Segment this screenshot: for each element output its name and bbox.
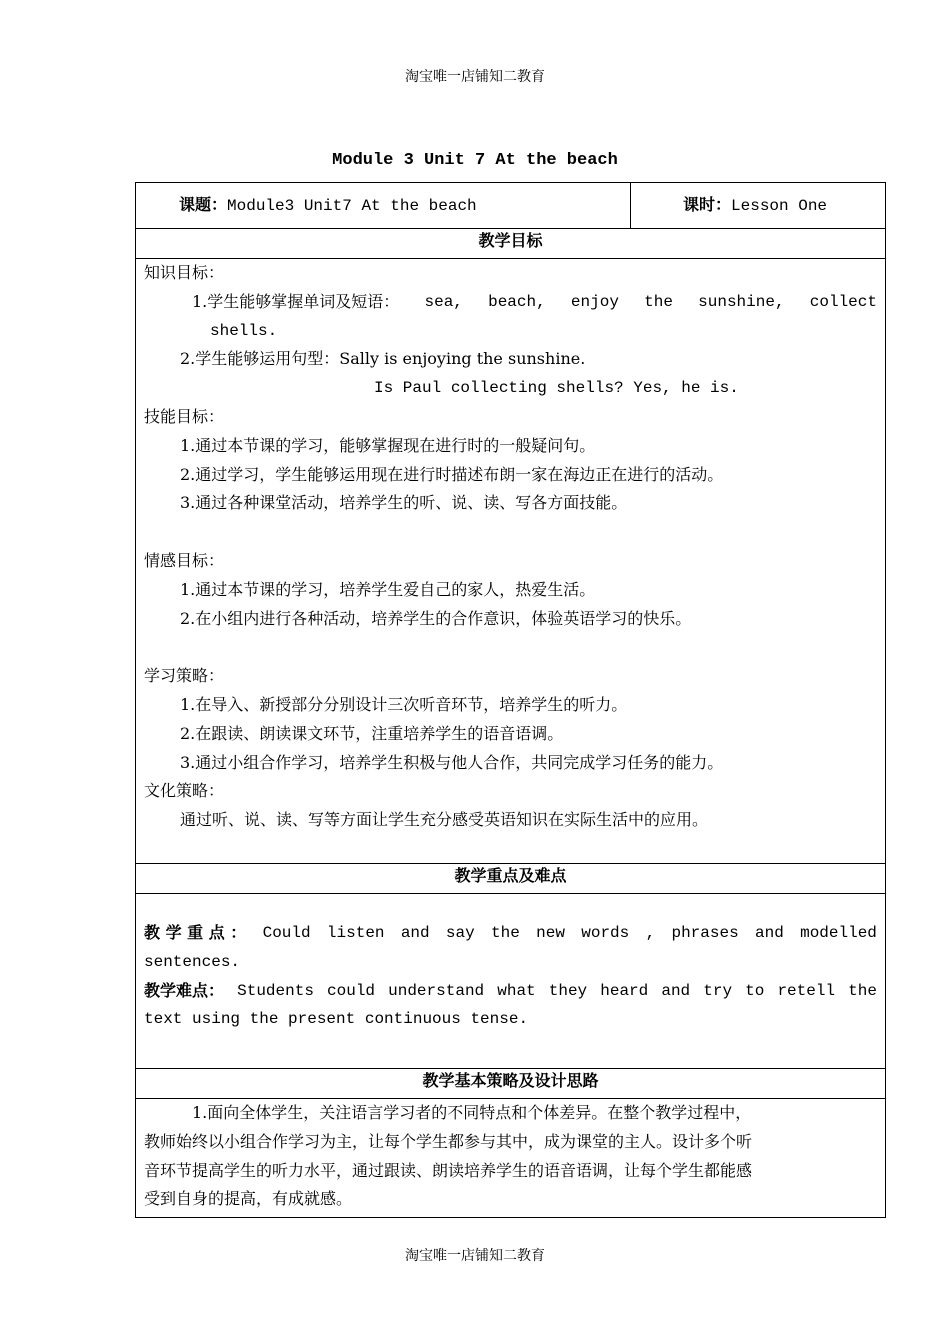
knowledge-label: 知识目标： bbox=[144, 263, 225, 282]
period-label: 课时： bbox=[683, 195, 732, 214]
strategy-item-1: 1.在导入、新授部分分别设计三次听音环节，培养学生的听力。 bbox=[180, 694, 628, 714]
topic-value: Module3 Unit7 At the beach bbox=[227, 197, 477, 215]
strategy-line-1: 1.面向全体学生，关注语言学习者的不同特点和个体差异。在整个教学过程中， bbox=[192, 1103, 752, 1122]
strategy-item-3: 3.通过小组合作学习，培养学生积极与他人合作，共同完成学习任务的能力。 bbox=[180, 752, 724, 772]
diff-word: could bbox=[327, 981, 376, 1000]
key-points-heading: 教学重点及难点 bbox=[136, 864, 885, 894]
difficult-point-line bbox=[144, 977, 877, 1006]
key-word: , bbox=[645, 924, 656, 942]
k1-word: enjoy bbox=[570, 292, 619, 311]
strategy-label: 学习策略： bbox=[144, 666, 225, 686]
emotion-item-2: 2.在小组内进行各种活动，培养学生的合作意识，体验英语学习的快乐。 bbox=[180, 608, 692, 628]
key-word: say bbox=[445, 924, 475, 942]
topic-cell bbox=[136, 183, 631, 228]
emotion-label: 情感目标： bbox=[144, 550, 225, 570]
strategy-content bbox=[136, 1099, 885, 1217]
key-point-cont: sentences. bbox=[144, 952, 241, 971]
objectives-content bbox=[136, 259, 885, 864]
difficult-point-label: 教学难点： bbox=[144, 980, 225, 1000]
k1-word: the bbox=[644, 292, 673, 311]
key-points-content bbox=[136, 894, 885, 1069]
diff-word: try bbox=[703, 981, 733, 1000]
knowledge-item-2-cont: Is Paul collecting shells? Yes, he is. bbox=[374, 379, 739, 398]
key-word: the bbox=[491, 924, 520, 942]
difficult-point-cont: text using the present continuous tense. bbox=[144, 1010, 529, 1029]
document-title: Module 3 Unit 7 At the beach bbox=[332, 151, 618, 170]
diff-word: understand bbox=[388, 981, 485, 1000]
page-header: 淘宝唯一店铺知二教育 bbox=[405, 69, 545, 85]
key-word: modelled bbox=[800, 924, 877, 942]
objectives-heading: 教学目标 bbox=[136, 229, 885, 259]
diff-word: what bbox=[497, 981, 536, 1000]
key-word: and bbox=[400, 924, 430, 942]
period-value: Lesson One bbox=[731, 197, 828, 215]
knowledge-item-1-cont: shells. bbox=[210, 321, 278, 340]
key-word: phrases bbox=[671, 924, 739, 942]
skill-item-3: 3.通过各种课堂活动，培养学生的听、说、读、写各方面技能。 bbox=[180, 493, 628, 513]
k1-word: sea, bbox=[424, 292, 463, 311]
knowledge-item-1 bbox=[144, 288, 877, 317]
strategy-line-4: 受到自身的提高，有成就感。 bbox=[144, 1189, 353, 1209]
page-footer: 淘宝唯一店铺知二教育 bbox=[405, 1248, 545, 1264]
k1-word: 1.学生能够掌握单词及短语： bbox=[192, 291, 400, 311]
knowledge-item-2: 2.学生能够运用句型：Sally is enjoying the sunshine. bbox=[180, 349, 586, 369]
skill-label: 技能目标： bbox=[144, 406, 225, 426]
key-word: new bbox=[536, 924, 565, 942]
key-point-label: 教 学 重 点 ： bbox=[144, 923, 247, 942]
culture-item-1: 通过听、说、读、写等方面让学生充分感受英语知识在实际生活中的应用。 bbox=[180, 810, 709, 830]
lesson-plan-table bbox=[135, 182, 886, 1218]
key-point-line bbox=[144, 919, 877, 948]
diff-word: retell bbox=[777, 981, 836, 1000]
diff-word: the bbox=[848, 981, 877, 1000]
topic-row bbox=[136, 183, 885, 229]
topic-label: 课题： bbox=[179, 195, 228, 214]
emotion-item-1: 1.通过本节课的学习，培养学生爱自己的家人，热爱生活。 bbox=[180, 579, 596, 599]
key-word: listen bbox=[326, 924, 385, 942]
culture-label: 文化策略： bbox=[144, 781, 225, 801]
period-cell bbox=[631, 183, 885, 228]
k1-word: collect bbox=[809, 292, 877, 311]
diff-word: Students bbox=[237, 981, 314, 1000]
strategy-heading: 教学基本策略及设计思路 bbox=[136, 1069, 885, 1099]
diff-word: and bbox=[661, 981, 691, 1000]
strategy-line-2: 教师始终以小组合作学习为主，让每个学生都参与其中，成为课堂的主人。设计多个听 bbox=[144, 1131, 753, 1151]
strategy-line-3: 音环节提高学生的听力水平，通过跟读、朗读培养学生的语音语调，让每个学生都能感 bbox=[144, 1160, 753, 1180]
k1-word: beach, bbox=[488, 292, 546, 311]
k1-word: sunshine, bbox=[698, 292, 785, 311]
diff-word: to bbox=[745, 981, 765, 1000]
key-word: and bbox=[754, 924, 784, 942]
key-word: Could bbox=[262, 924, 311, 942]
skill-item-1: 1.通过本节课的学习，能够掌握现在进行时的一般疑问句。 bbox=[180, 435, 596, 455]
key-word: words bbox=[581, 924, 630, 942]
strategy-item-2: 2.在跟读、朗读课文环节，注重培养学生的语音语调。 bbox=[180, 723, 564, 743]
diff-word: heard bbox=[600, 981, 649, 1000]
diff-word: they bbox=[548, 981, 588, 1000]
skill-item-2: 2.通过学习，学生能够运用现在进行时描述布朗一家在海边正在进行的活动。 bbox=[180, 464, 724, 484]
